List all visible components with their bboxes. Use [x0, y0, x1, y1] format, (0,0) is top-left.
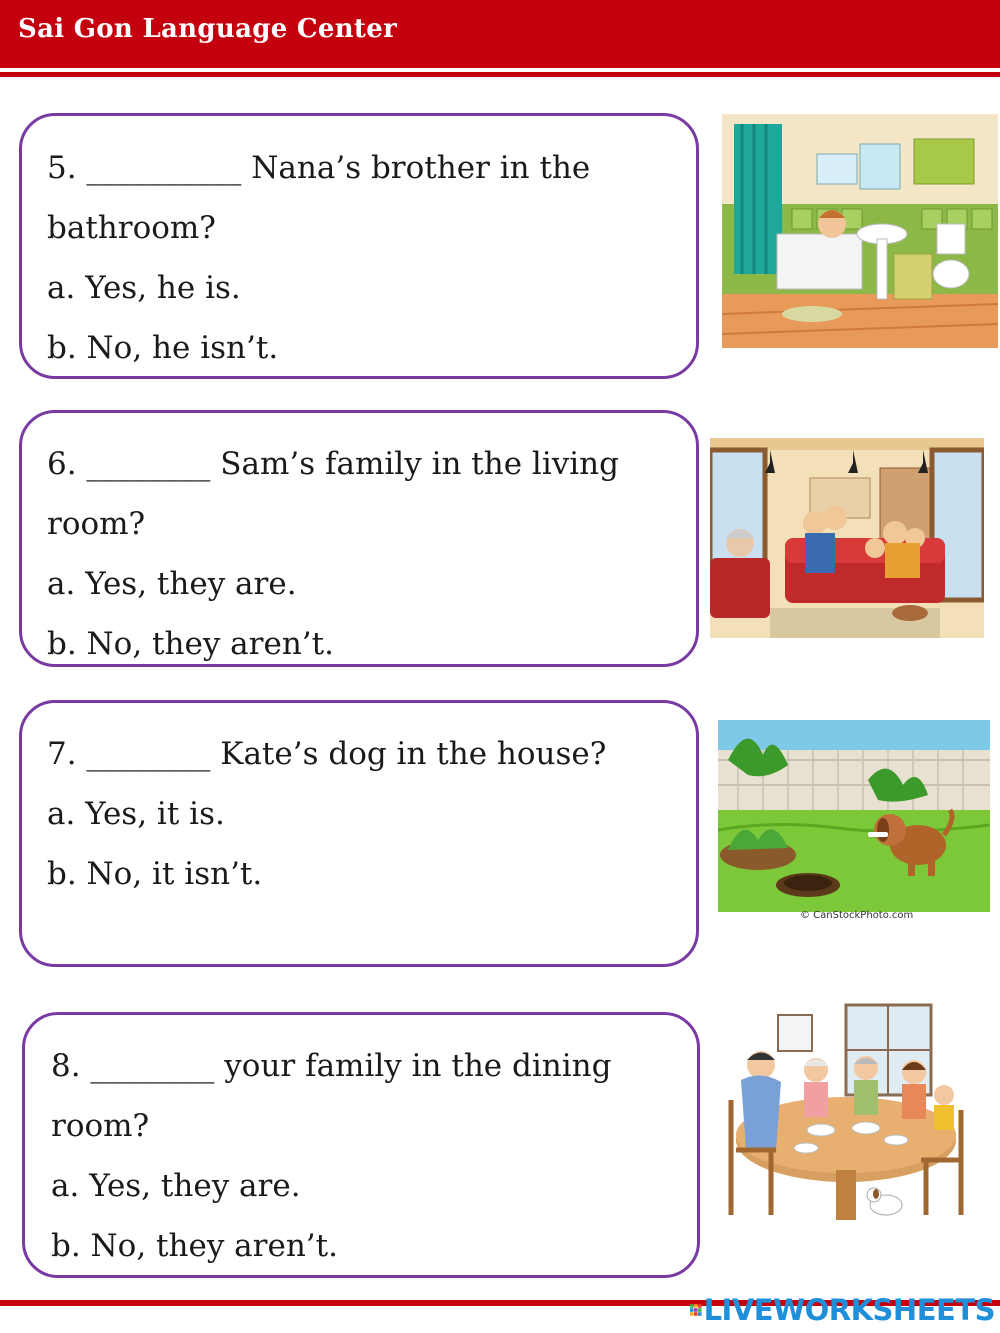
header-bar — [0, 0, 1000, 68]
question-7-text-line-1: 7. ________ Kate’s dog in the house? — [47, 736, 607, 772]
question-7-option-a[interactable]: a. Yes, it is. — [47, 796, 225, 832]
question-6-text-line-2: room? — [47, 506, 146, 542]
question-8-text-line-1: 8. ________ your family in the dining — [51, 1048, 612, 1084]
dog-yard-illustration — [718, 720, 990, 925]
question-8-text-line-2: room? — [51, 1108, 150, 1144]
header-divider — [0, 72, 1000, 77]
center-title: Sai Gon Language Center — [18, 14, 398, 44]
liveworksheets-logo-icon — [690, 1297, 702, 1323]
question-6-option-a[interactable]: a. Yes, they are. — [47, 566, 297, 602]
question-8-option-b[interactable]: b. No, they aren’t. — [51, 1228, 338, 1264]
question-5-option-a[interactable]: a. Yes, he is. — [47, 270, 241, 306]
question-5-text-line-1: 5. __________ Nana’s brother in the — [47, 150, 591, 186]
liveworksheets-brand — [690, 1290, 995, 1330]
question-7-option-b[interactable]: b. No, it isn’t. — [47, 856, 263, 892]
family-dining-illustration — [716, 1000, 982, 1232]
liveworksheets-label: LIVEWORKSHEETS — [703, 1293, 995, 1327]
question-5-option-b[interactable]: b. No, he isn’t. — [47, 330, 279, 366]
question-6-option-b[interactable]: b. No, they aren’t. — [47, 626, 334, 662]
bathroom-illustration — [722, 114, 998, 348]
question-6-text-line-1: 6. ________ Sam’s family in the living — [47, 446, 619, 482]
image-credit: © CanStockPhoto.com — [800, 910, 914, 921]
question-8-option-a[interactable]: a. Yes, they are. — [51, 1168, 301, 1204]
living-room-illustration — [710, 438, 984, 638]
question-5-text-line-2: bathroom? — [47, 210, 216, 246]
